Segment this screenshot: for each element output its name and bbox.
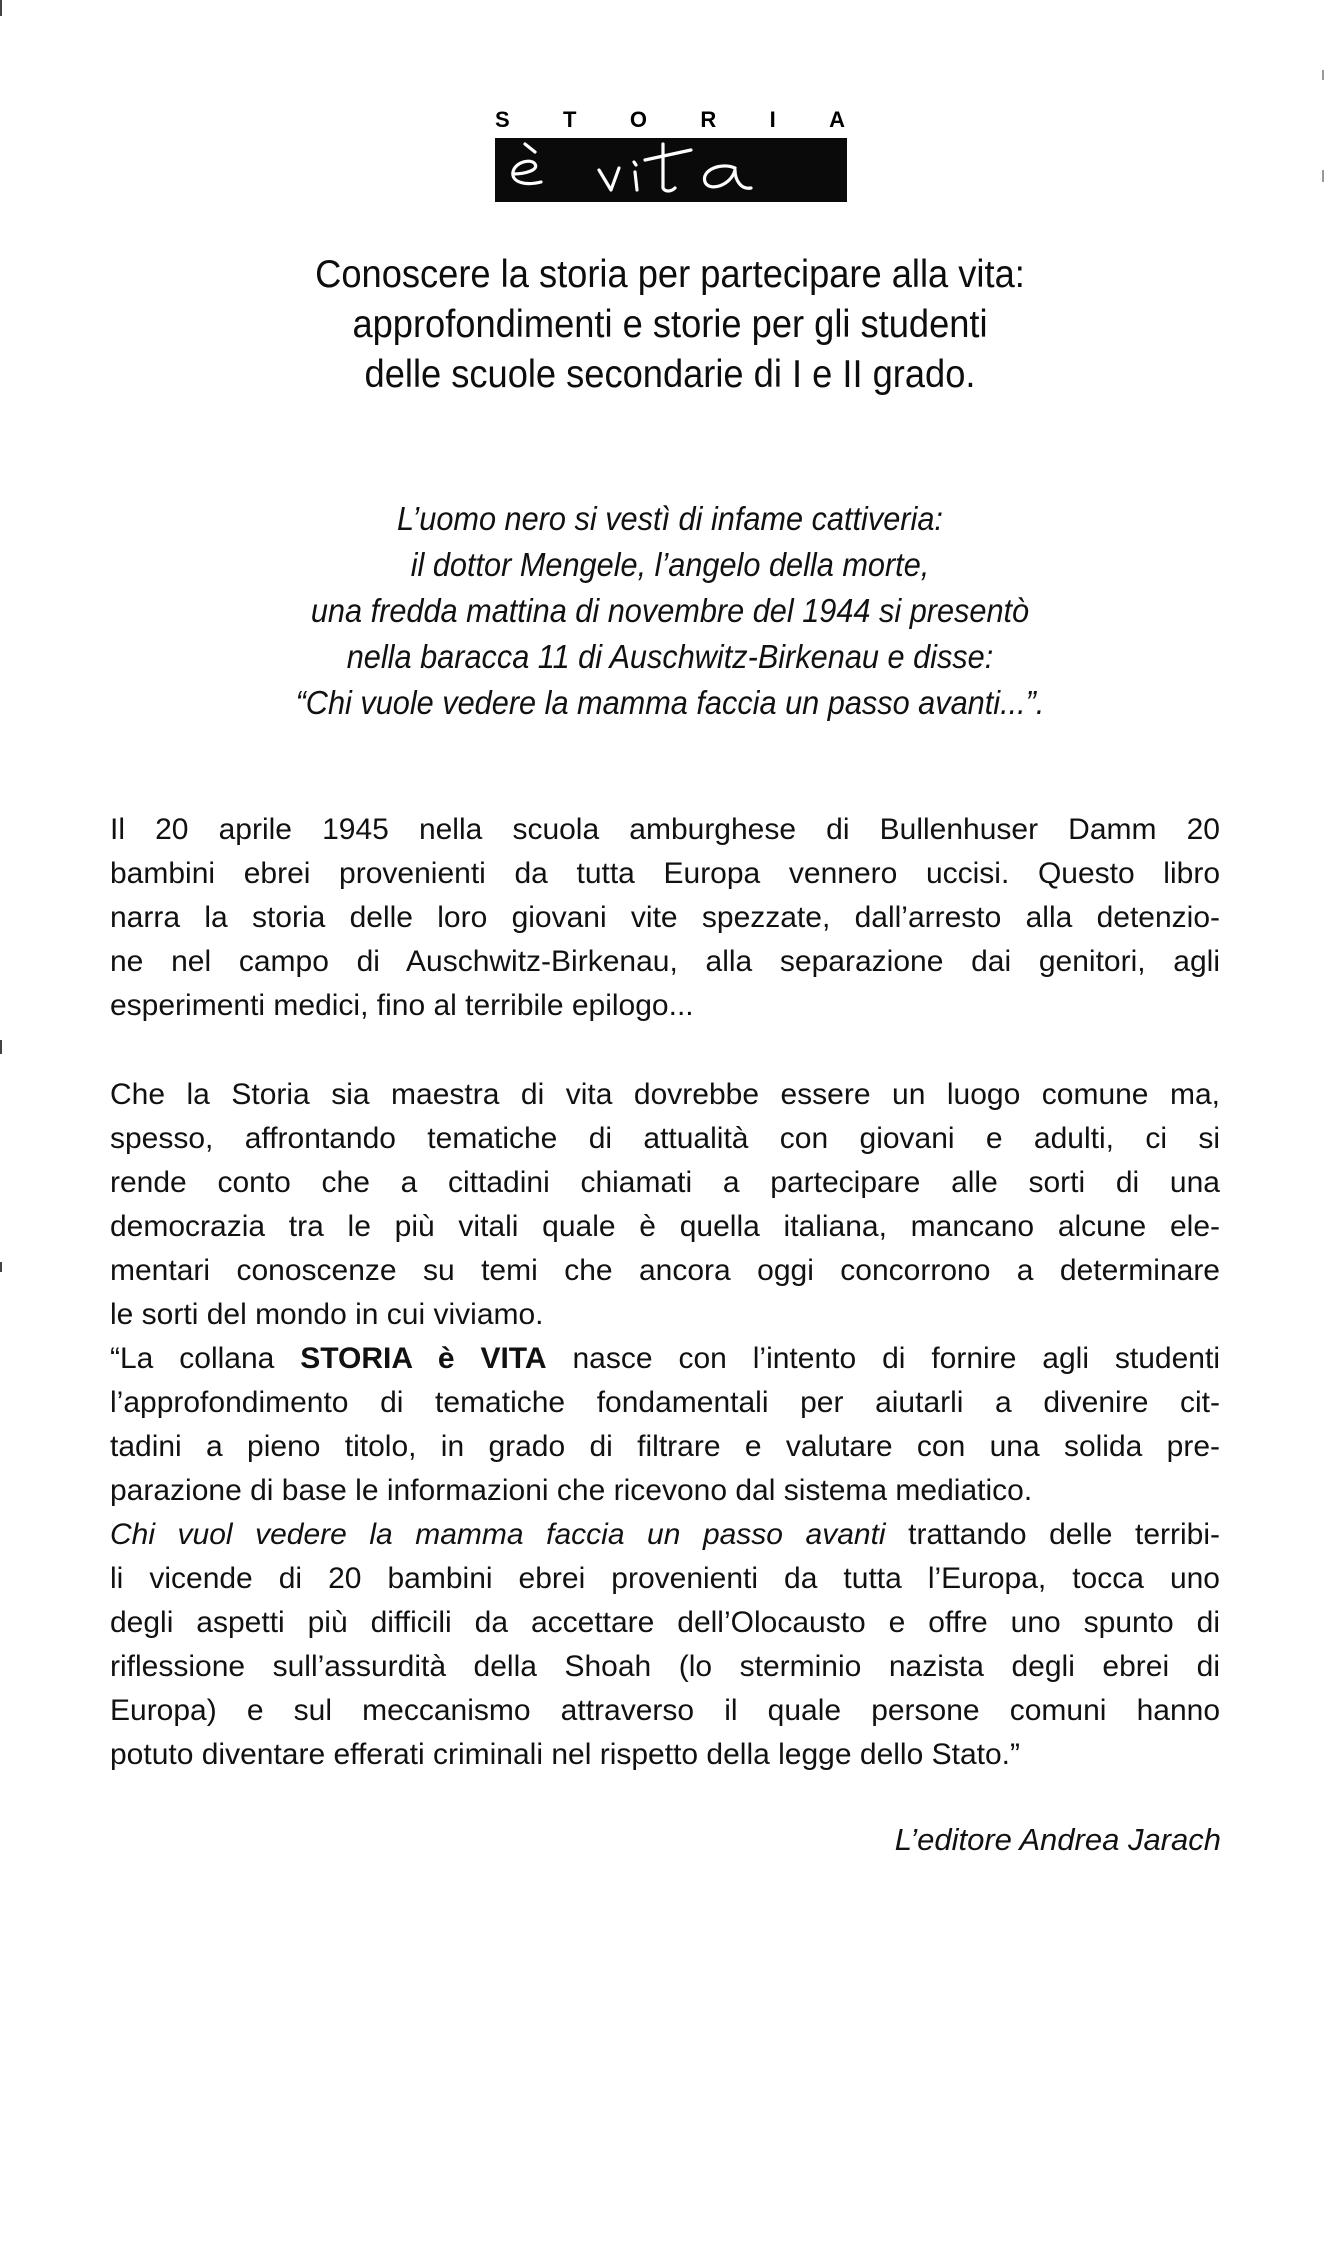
summary-paragraph [110, 808, 1220, 1028]
text-line: esperimenti medici, fino al terribile epilogo... [110, 989, 694, 1022]
text-line: li vicende di 20 bambini ebrei provenienti da tutta l’Europa, tocca uno [110, 1562, 1220, 1595]
text-line: democrazia tra le più vitali quale è quella italiana, mancano alcune ele- [110, 1210, 1220, 1243]
series-logo [495, 108, 855, 202]
collana-name: STORIA è VITA [300, 1342, 547, 1375]
text-line: Il 20 aprile 1945 nella scuola amburghese di Bullenhuser Damm 20 [110, 813, 1220, 846]
book-title-line [110, 1513, 1220, 1557]
book-title: Chi vuol vedere la mamma faccia un passo avanti [110, 1518, 886, 1551]
logo-letter: R [700, 107, 717, 132]
text-line: Che la Storia sia maestra di vita dovrebbe essere un luogo comune ma, [110, 1078, 1220, 1111]
series-tagline [205, 250, 1135, 400]
opening-quote [205, 496, 1135, 726]
collana-line [110, 1337, 1220, 1381]
text-line: riflessione sull’assurdità della Shoah (lo sterminio nazista degli ebrei di [110, 1650, 1220, 1683]
text-line: degli aspetti più difficili da accettare dell’Olocausto e offre uno spunto di [110, 1606, 1220, 1639]
tagline-line: approfondimenti e storie per gli studenti [352, 303, 988, 346]
scan-edge-mark [0, 1040, 2, 1054]
scan-edge-mark [0, 0, 2, 16]
scan-edge-mark [1322, 170, 1324, 182]
quote-line: il dottor Mengele, l’angelo della morte, [410, 546, 930, 583]
text-line: le sorti del mondo in cui viviamo. [110, 1298, 544, 1331]
book-title-suffix: trattando delle terribi- [885, 1518, 1220, 1551]
scan-edge-mark [0, 1262, 2, 1272]
editor-note-paragraph [110, 1073, 1220, 1777]
logo-script-graphic [495, 138, 847, 202]
text-line: bambini ebrei provenienti da tutta Europa vennero uccisi. Questo libro [110, 857, 1220, 890]
text-line: l’approfondimento di tematiche fondamentali per aiutarli a divenire cit- [110, 1386, 1220, 1419]
logo-letter: A [829, 107, 845, 132]
quote-line: “Chi vuole vedere la mamma faccia un passo avanti...”. [295, 684, 1045, 721]
editor-signature: L’editore Andrea Jarach [894, 1822, 1221, 1857]
text-line: tadini a pieno titolo, in grado di filtrare e valutare con una solida pre- [110, 1430, 1220, 1463]
logo-letter: O [629, 107, 647, 132]
quote-line: nella baracca 11 di Auschwitz-Birkenau e disse: [346, 638, 994, 675]
collana-suffix: nasce con l’intento di fornire agli studenti [546, 1342, 1220, 1375]
text-line: rende conto che a cittadini chiamati a partecipare alle sorti di una [110, 1166, 1220, 1199]
logo-letter: T [563, 107, 577, 132]
text-line: narra la storia delle loro giovani vite spezzate, dall’arresto alla detenzio- [110, 901, 1220, 934]
text-line: potuto diventare efferati criminali nel rispetto della legge dello Stato.” [110, 1738, 1020, 1771]
text-line: mentari conoscenze su temi che ancora oggi concorrono a determinare [110, 1254, 1220, 1287]
text-line: Europa) e sul meccanismo attraverso il quale persone comuni hanno [110, 1694, 1220, 1727]
text-line: ne nel campo di Auschwitz-Birkenau, alla separazione dai genitori, agli [110, 945, 1220, 978]
tagline-line: delle scuole secondarie di I e II grado. [364, 353, 976, 396]
logo-storia-letters [495, 108, 845, 132]
logo-letter: S [495, 107, 510, 132]
text-line: parazione di base le informazioni che ricevono dal sistema mediatico. [110, 1474, 1033, 1507]
collana-prefix: “La collana [110, 1342, 301, 1375]
text-line: spesso, affrontando tematiche di attualità con giovani e adulti, ci si [110, 1122, 1220, 1155]
quote-line: una fredda mattina di novembre del 1944 si presentò [310, 592, 1030, 629]
tagline-line: Conoscere la storia per partecipare alla vita: [315, 253, 1025, 296]
logo-letter: I [769, 107, 776, 132]
logo-script-box [495, 138, 847, 202]
scan-edge-mark [1322, 70, 1324, 80]
quote-line: L’uomo nero si vestì di infame cattiveria: [397, 500, 943, 537]
